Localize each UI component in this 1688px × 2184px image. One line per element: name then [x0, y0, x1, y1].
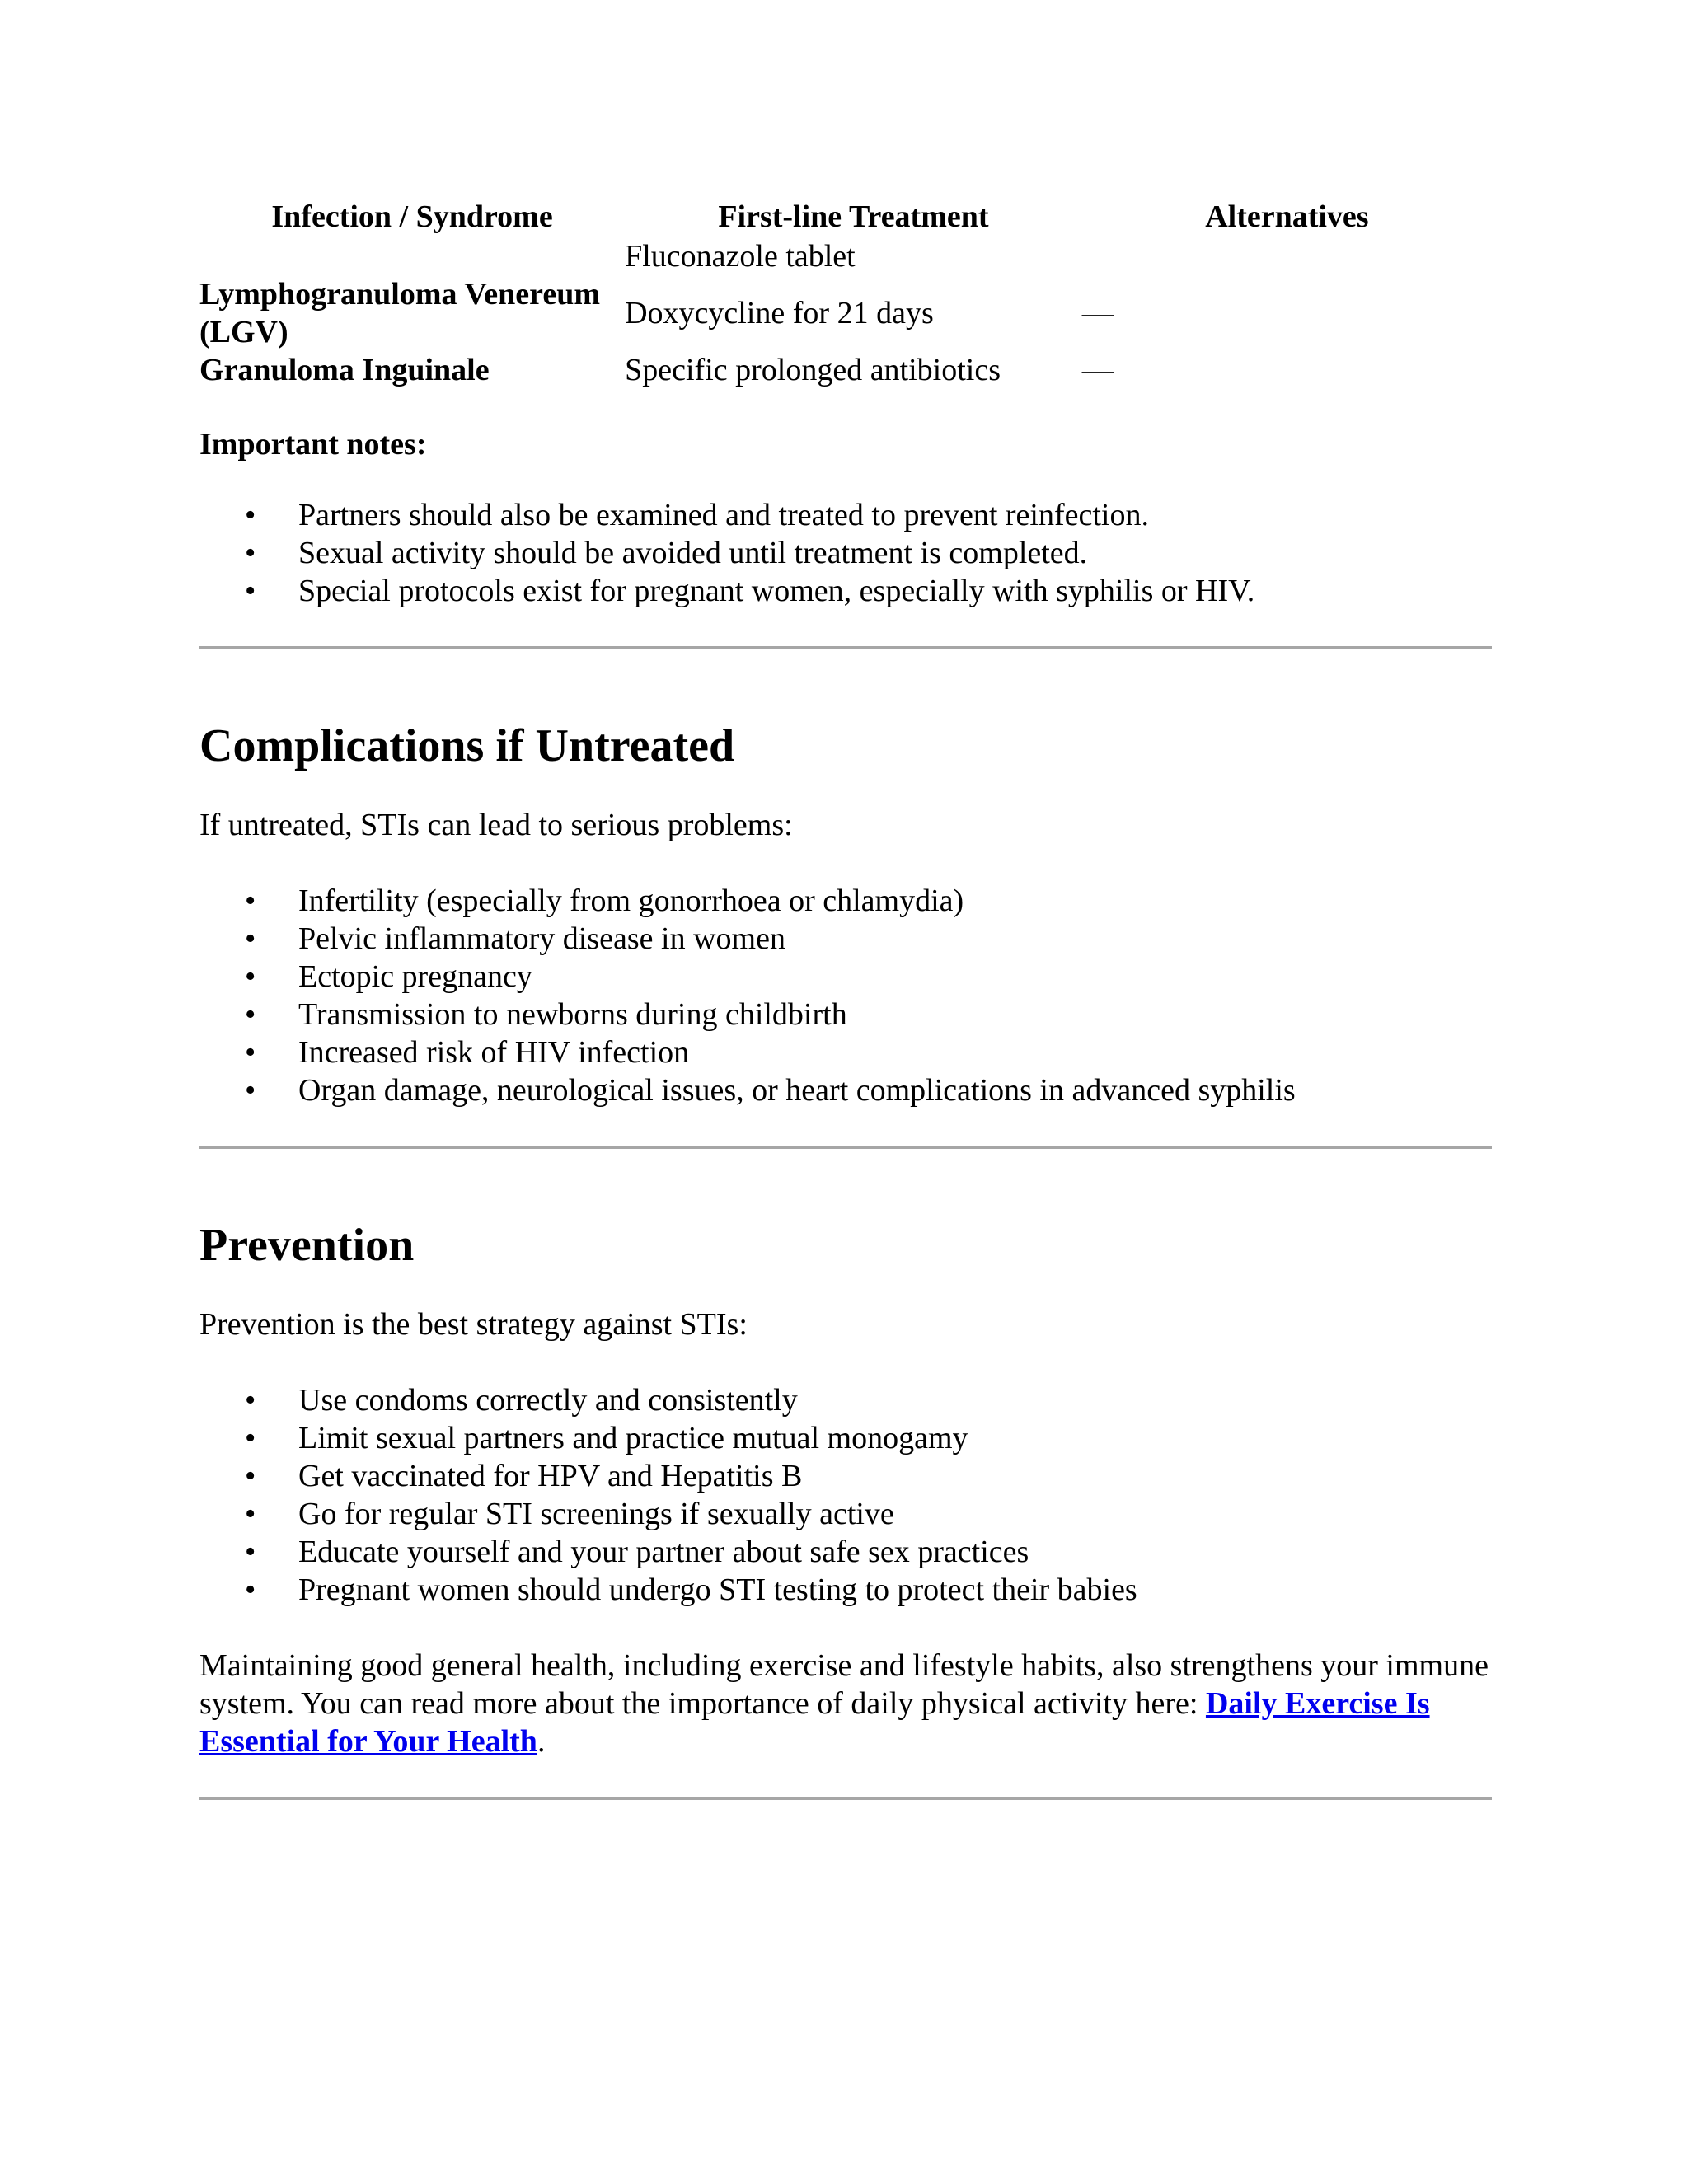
- list-item: • Educate yourself and your partner about safe sex practices: [245, 1535, 1029, 1569]
- header-first-line: First-line Treatment: [718, 199, 989, 234]
- list-item: • Pregnant women should undergo STI testing to protect their babies: [245, 1572, 1137, 1607]
- bullet-icon: •: [245, 997, 256, 1032]
- table-row: [199, 351, 1492, 389]
- list-item: • Go for regular STI screenings if sexually active: [245, 1497, 894, 1531]
- list-item: • Increased risk of HIV infection: [245, 1035, 690, 1070]
- prevention-intro: Prevention is the best strategy against STIs:: [199, 1307, 748, 1342]
- bullet-icon: •: [245, 959, 256, 994]
- bullet-icon: •: [245, 1421, 256, 1455]
- complications-list: [199, 882, 1492, 1109]
- bullet-icon: •: [245, 921, 256, 956]
- prevention-closing-paragraph: Maintaining good general health, including exercise and lifestyle habits, also strengthens your immune system. You can read more about the importance of daily physical activity here: Daily Exercise Is Essential for Your Health.: [199, 1648, 1489, 1759]
- bullet-icon: •: [245, 1497, 256, 1531]
- important-notes-title: Important notes:: [199, 427, 427, 462]
- list-item: • Transmission to newborns during childbirth: [245, 997, 847, 1032]
- list-item: • Organ damage, neurological issues, or heart complications in advanced syphilis: [245, 1073, 1296, 1108]
- bullet-icon: •: [245, 883, 256, 918]
- list-item: • Limit sexual partners and practice mutual monogamy: [245, 1421, 968, 1455]
- bullet-icon: •: [245, 498, 256, 532]
- daily-exercise-link[interactable]: Daily Exercise Is Essential for Your Health: [199, 1686, 1430, 1759]
- bullet-icon: •: [245, 1073, 256, 1108]
- table-cell-alternative: —: [1081, 296, 1114, 330]
- bullet-icon: •: [245, 1572, 256, 1607]
- section-divider: [199, 646, 1492, 649]
- treatment-table: [199, 198, 1492, 389]
- section-divider: [199, 1797, 1492, 1800]
- list-item: • Use condoms correctly and consistently: [245, 1383, 798, 1418]
- list-item: • Sexual activity should be avoided until treatment is completed.: [245, 536, 1088, 570]
- table-cell-infection: Lymphogranuloma Venereum (LGV): [199, 277, 600, 349]
- important-notes-list: [199, 496, 1492, 610]
- header-alternatives: Alternatives: [1205, 199, 1369, 234]
- bullet-icon: •: [245, 1383, 256, 1418]
- table-cell-treatment: Doxycycline for 21 days: [625, 296, 934, 330]
- bullet-icon: •: [245, 1535, 256, 1569]
- list-item: • Ectopic pregnancy: [245, 959, 532, 994]
- bullet-icon: •: [245, 1459, 256, 1493]
- list-item: • Infertility (especially from gonorrhoea or chlamydia): [245, 883, 964, 918]
- table-cell-treatment: Specific prolonged antibiotics: [625, 353, 1001, 387]
- table-row: [199, 237, 1492, 275]
- table-header-row: [199, 198, 1492, 237]
- bullet-icon: •: [245, 574, 256, 608]
- table-cell-treatment: Fluconazole tablet: [625, 239, 856, 274]
- table-row: [199, 275, 1492, 351]
- complications-intro: If untreated, STIs can lead to serious problems:: [199, 808, 793, 842]
- page-content: [199, 198, 1492, 1800]
- section-divider: [199, 1146, 1492, 1149]
- list-item: • Get vaccinated for HPV and Hepatitis B: [245, 1459, 803, 1493]
- prevention-list: [199, 1381, 1492, 1609]
- list-item: • Partners should also be examined and treated to prevent reinfection.: [245, 498, 1149, 532]
- complications-heading: Complications if Untreated: [199, 720, 735, 771]
- prevention-heading: Prevention: [199, 1220, 415, 1271]
- bullet-icon: •: [245, 536, 256, 570]
- bullet-icon: •: [245, 1035, 256, 1070]
- table-cell-infection: Granuloma Inguinale: [199, 353, 490, 387]
- table-cell-alternative: —: [1081, 353, 1114, 387]
- list-item: • Pelvic inflammatory disease in women: [245, 921, 785, 956]
- header-infection: Infection / Syndrome: [271, 199, 553, 234]
- list-item: • Special protocols exist for pregnant women, especially with syphilis or HIV.: [245, 574, 1255, 608]
